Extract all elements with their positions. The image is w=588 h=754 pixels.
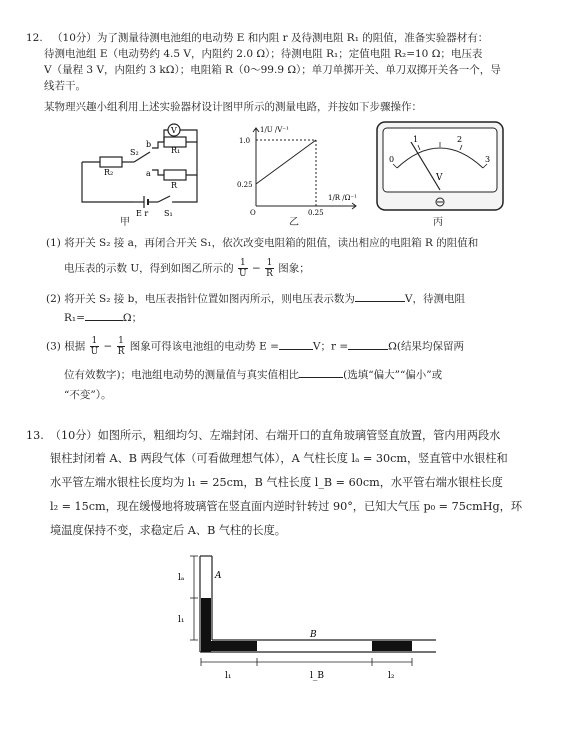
step3-line-b <box>64 366 442 382</box>
label-er: E r <box>136 209 149 218</box>
step3-line-a <box>46 336 464 357</box>
label-r1: R₁ <box>171 146 181 155</box>
yi-origin: O <box>250 209 256 217</box>
label-lb: l_B <box>310 671 324 681</box>
label-gas-b: B <box>310 630 317 640</box>
bing-tick-1: 1 <box>413 135 419 144</box>
voltmeter-label: V <box>171 126 177 135</box>
caption-yi: 乙 <box>289 217 299 228</box>
label-l1-horizontal: l₁ <box>225 671 232 681</box>
q12-line1 <box>26 31 488 45</box>
mercury-column-horizontal-left <box>201 641 257 651</box>
label-a: a <box>146 169 151 178</box>
mercury-column-horizontal-right <box>372 641 412 651</box>
label-r2: R₂ <box>104 168 114 177</box>
q12-number: 12. <box>26 32 43 44</box>
step1-text-pre: 电压表的示数 U，得到如图乙所示的 <box>64 262 234 275</box>
step1-line-a: (1) 将开关 S₂ 接 a，再闭合开关 S₁，依次改变电阻箱的阻值，读出相应的电阻箱 R 的阻值和 <box>46 237 479 249</box>
q13-line2: 银柱封闭着 A、B 两段气体（可看做理想气体），A 气柱长度 lₐ = 30cm，竖直管中水银柱和 <box>50 452 508 465</box>
step2-unit: Ω； <box>122 312 143 324</box>
q13-line5: 境温度保持不变，求稳定后 A、B 气柱的长度。 <box>50 524 286 537</box>
step3b-text-post: (选填“偏大”“偏小”或 <box>343 369 443 381</box>
label-r: R <box>171 181 178 190</box>
q12-line5: 某物理兴趣小组利用上述实验器材设计图甲所示的测量电路，并按如下步骤操作： <box>44 101 422 113</box>
step2-line-b <box>64 309 142 325</box>
label-s1: S₁ <box>164 209 173 218</box>
step1-text-post: 图象； <box>278 262 310 275</box>
step2-text-pre: (2) 将开关 S₂ 接 b，电压表指针位置如图丙所示，则电压表示数为 <box>46 293 355 305</box>
q12-line4: 线若干。 <box>44 80 86 92</box>
q13-line3: 水平管左端水银柱长度均为 l₁ = 25cm，B 气柱长度 l_B = 60cm，水平管右端水银柱长度 <box>50 476 503 489</box>
step3-text-mid2: V；r = <box>312 340 349 353</box>
step3b-text-pre: 位有效数字)；电池组电动势的测量值与真实值相比 <box>64 369 300 381</box>
bing-unit: V <box>436 173 443 183</box>
answer-blank-voltage[interactable] <box>355 290 405 302</box>
answer-blank-emf[interactable] <box>279 338 313 350</box>
label-l2: l₂ <box>388 671 395 681</box>
label-b: b <box>146 140 152 149</box>
label-gas-a: A <box>215 571 222 581</box>
yi-xlabel: 1/R /Ω⁻¹ <box>328 194 357 202</box>
step2-text-post: V，待测电阻 <box>404 293 465 305</box>
yi-ybottom: 0.25 <box>237 181 253 189</box>
yi-xtick: 0.25 <box>308 209 324 217</box>
bing-tick-2: 2 <box>457 135 463 144</box>
yi-ytop: 1.0 <box>239 137 251 145</box>
answer-blank-r1[interactable] <box>85 309 123 321</box>
yi-ylabel: 1/U /V⁻¹ <box>260 126 289 134</box>
answer-blank-compare[interactable] <box>299 366 343 378</box>
step3-text-post: Ω(结果均保留两 <box>388 340 464 353</box>
bing-tick-0: 0 <box>389 155 395 164</box>
label-l1-vertical: l₁ <box>178 615 185 625</box>
answer-blank-r[interactable] <box>348 338 388 350</box>
step2-line-a <box>46 290 465 306</box>
label-s2: S₂ <box>130 148 139 157</box>
q13-number: 13. <box>26 429 44 442</box>
q12-points: （10分） <box>52 32 97 44</box>
voltmeter-bing <box>375 120 505 212</box>
step2-r1-label: R₁= <box>64 312 85 324</box>
q13-text-line1: （10分）如图所示，粗细均匀、左端封闭、右端开口的直角玻璃管竖直放置，管内用两段水 <box>49 429 501 442</box>
frac-1-over-r-2: $\frac{1}{R}$ <box>117 336 125 357</box>
glass-tube-diagram <box>168 548 448 688</box>
graph-yi <box>236 118 366 218</box>
step1-line-b <box>64 258 310 279</box>
caption-jia: 甲 <box>120 217 130 228</box>
q12-line2: 待测电池组 E（电动势约 4.5 V，内阻约 2.0 Ω）；待测电阻 R₁；定值电阻 R₂=10 Ω；电压表 <box>44 48 483 60</box>
q13-line4: l₂ = 15cm，现在缓慢地将玻璃管在竖直面内逆时针转过 90°，已知大气压 p₀ = 75cmHg，环 <box>50 500 523 513</box>
step3-text-pre: (3) 根据 <box>46 340 86 353</box>
frac-1-over-u: $\frac{1}{U}$ <box>239 258 247 279</box>
step3-text-mid: 图象可得该电池组的电动势 E = <box>129 340 279 353</box>
q13-line1 <box>26 428 500 443</box>
frac-1-over-u-2: $\frac{1}{U}$ <box>90 336 99 357</box>
step3-line-c: “不变”）。 <box>64 389 112 401</box>
caption-bing: 丙 <box>433 217 443 228</box>
minus-sign-2: − <box>103 340 113 353</box>
circuit-diagram-jia <box>72 120 222 220</box>
q12-line3: V（量程 3 V，内阻约 3 kΩ）；电阻箱 R（0～99.9 Ω）；单刀单掷开关、单刀双掷开关各一个，导 <box>44 64 501 76</box>
label-la: lₐ <box>178 573 185 583</box>
frac-1-over-r: $\frac{1}{R}$ <box>266 258 273 279</box>
bing-tick-3: 3 <box>485 155 491 164</box>
q12-text-line1: 为了测量待测电池组的电动势 E 和内阻 r 及待测电阻 R₁ 的阻值，准备实验器材有： <box>96 32 489 44</box>
minus-sign: − <box>251 262 261 275</box>
